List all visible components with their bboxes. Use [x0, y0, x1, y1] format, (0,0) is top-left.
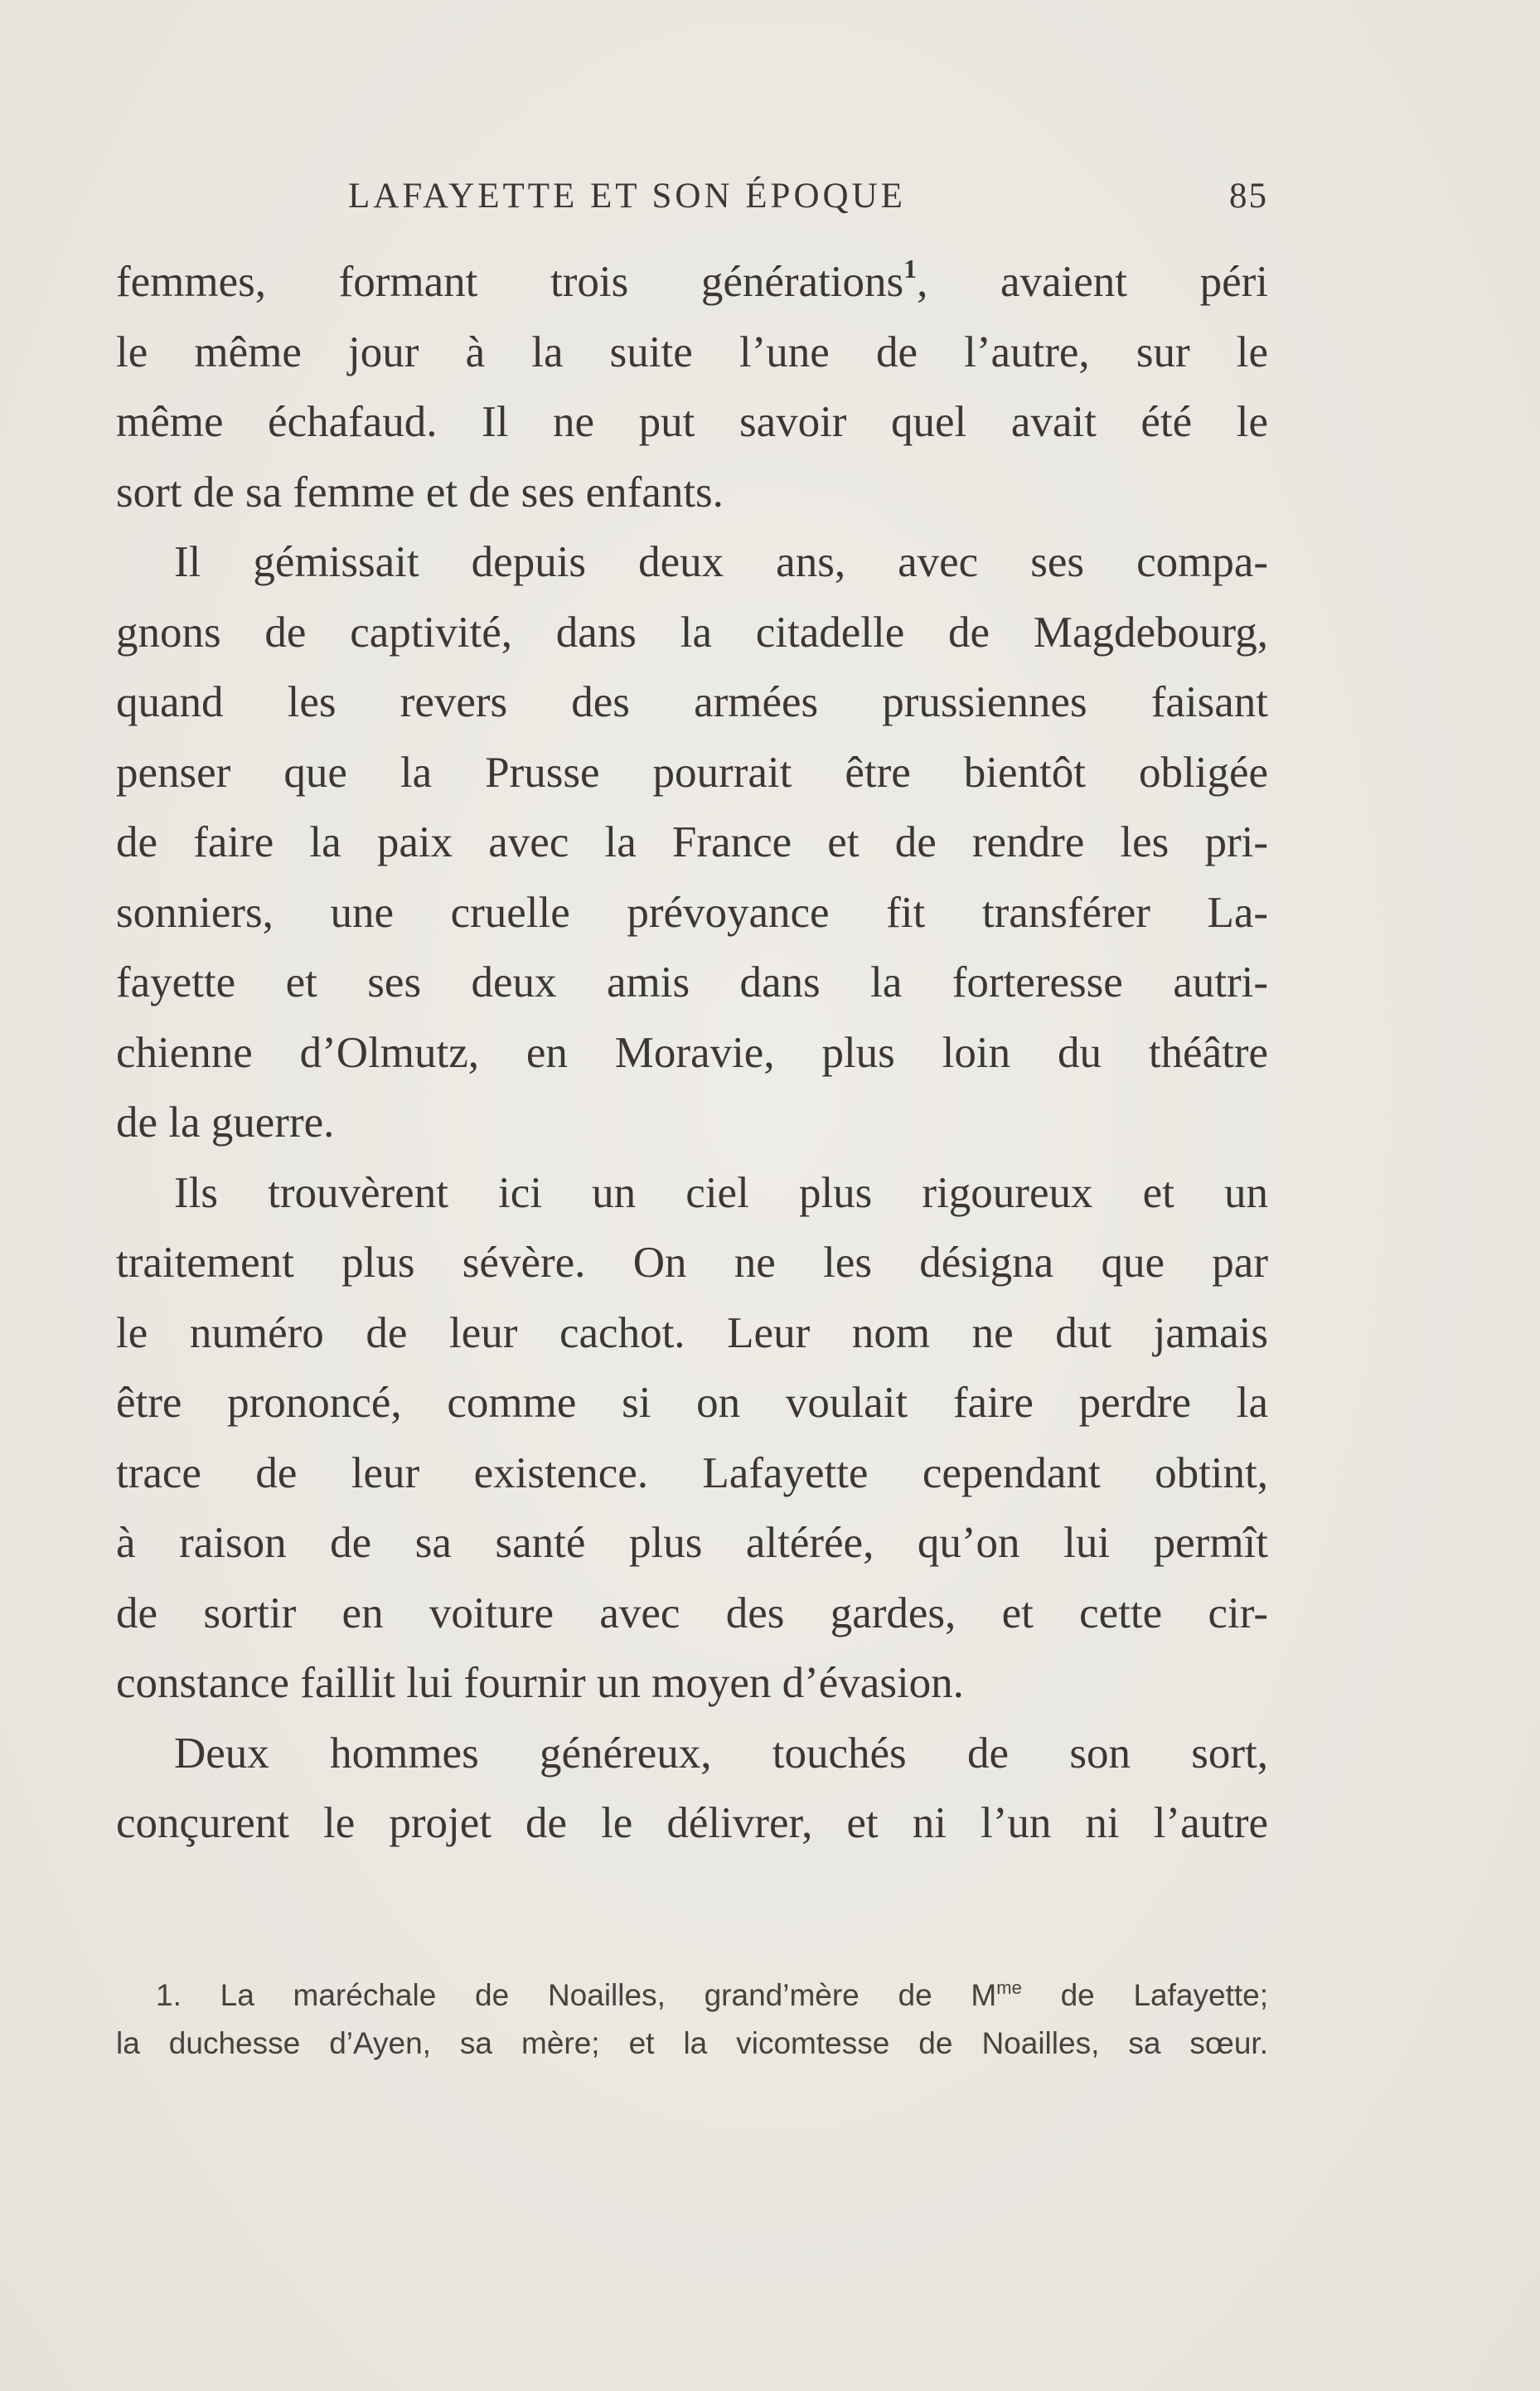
- text-line: gnons de captivité, dans la citadelle de Magdebourg,: [116, 608, 1268, 657]
- page-header: [116, 176, 1268, 226]
- text-line: même échafaud. Il ne put savoir quel avait été le: [116, 398, 1268, 446]
- text-line: trace de leur existence. Lafayette cependant obtint,: [116, 1448, 1268, 1497]
- running-title: LAFAYETTE ET SON ÉPOQUE: [348, 177, 906, 216]
- text-line: Ils trouvèrent ici un ciel plus rigoureux et un: [174, 1168, 1268, 1217]
- text-line: le même jour à la suite l’une de l’autre, sur le: [116, 327, 1268, 376]
- text-line: sonniers, une cruelle prévoyance fit transférer La-: [116, 888, 1268, 937]
- text-line: conçurent le projet de le délivrer, et ni l’un ni l’autre: [116, 1799, 1268, 1847]
- footnote: [116, 1971, 1268, 2068]
- text-line: fayette et ses deux amis dans la forteresse autri-: [116, 958, 1268, 1006]
- text-line: traitement plus sévère. On ne les désigna que par: [116, 1239, 1268, 1287]
- text-line: à raison de sa santé plus altérée, qu’on lui permît: [116, 1519, 1268, 1567]
- footnote-line: 1. La maréchale de Noailles, grand’mère de $M^{me}$ de Lafayette;: [156, 1977, 1268, 2012]
- text-line: de faire la paix avec la France et de rendre les pri-: [116, 818, 1268, 866]
- footnote-number: 1.: [156, 1978, 182, 2012]
- body-text: [116, 247, 1268, 1859]
- text-line: chienne d’Olmutz, en Moravie, plus loin du théâtre: [116, 1028, 1268, 1077]
- text-line: sort de sa femme et de ses enfants.: [116, 468, 724, 517]
- footnote-line: la duchesse d’Ayen, sa mère; et la vicomtesse de Noailles, sa sœur.: [116, 2026, 1268, 2060]
- text-line: Deux hommes généreux, touchés de son sort,: [174, 1729, 1268, 1777]
- text-line: femmes, formant trois générations$^1$, avaient péri: [116, 254, 1268, 306]
- text-line: penser que la Prusse pourrait être bientôt obligée: [116, 748, 1268, 797]
- footnote-marker[interactable]: 1: [903, 254, 918, 284]
- text-line: quand les revers des armées prussiennes faisant: [116, 678, 1268, 726]
- page-number: 85: [1229, 177, 1268, 216]
- text-line: de sortir en voiture avec des gardes, et cette cir-: [116, 1588, 1268, 1637]
- text-line: être prononcé, comme si on voulait faire perdre la: [116, 1379, 1268, 1427]
- text-line: le numéro de leur cachot. Leur nom ne dut jamais: [116, 1308, 1268, 1357]
- text-line: constance faillit lui fournir un moyen d’évasion.: [116, 1659, 964, 1707]
- text-line: de la guerre.: [116, 1099, 335, 1147]
- text-line: Il gémissait depuis deux ans, avec ses compa-: [174, 538, 1268, 586]
